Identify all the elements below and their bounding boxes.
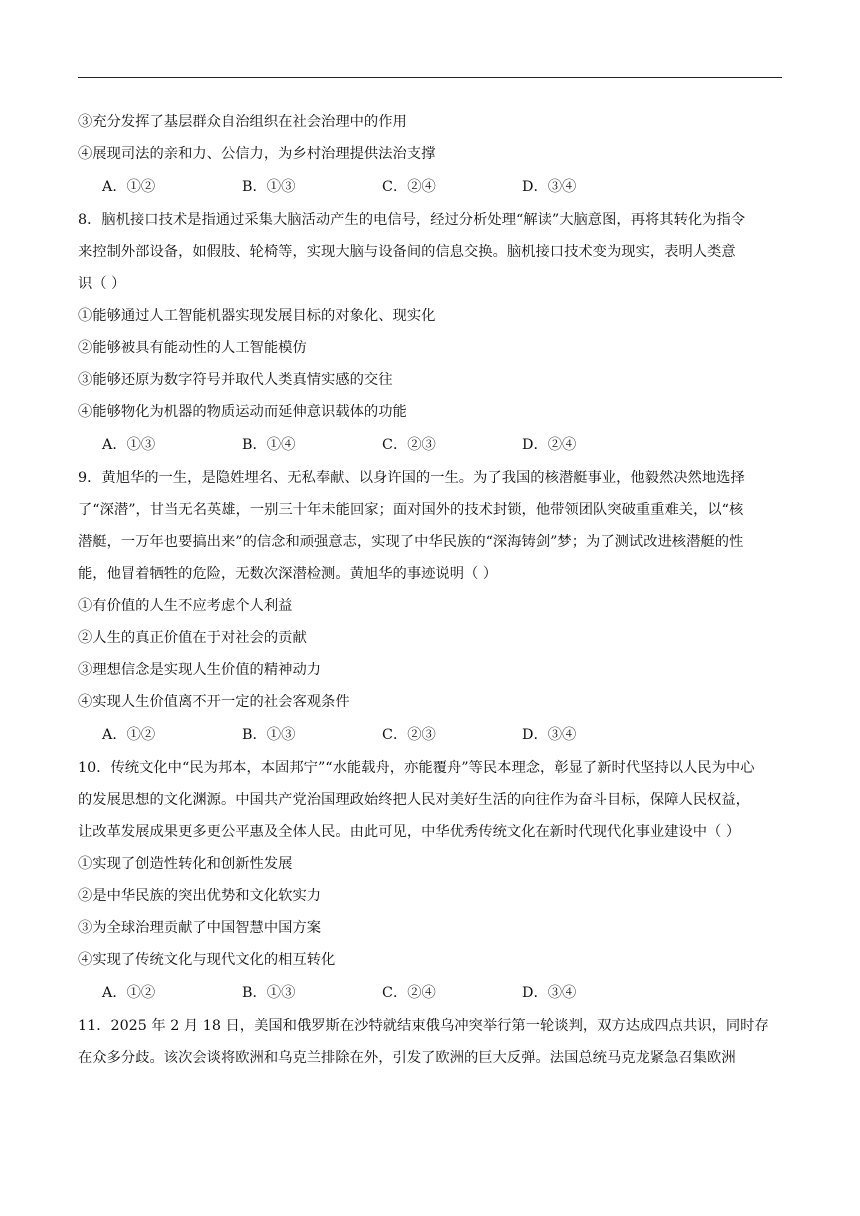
question-text-line: ①能够通过人工智能机器实现发展目标的对象化、现实化: [78, 308, 436, 324]
question-text-line: ②人生的真正价值在于对社会的贡献: [78, 630, 307, 646]
answer-option: D．③④: [522, 727, 577, 743]
answer-option: D．③④: [522, 985, 577, 1001]
question-text-line: ③能够还原为数字符号并取代人类真情实感的交往: [78, 372, 393, 388]
question-text-line: 8．脑机接口技术是指通过采集大脑活动产生的电信号，经过分析处理“解读”大脑意图，再将其转化为指令: [78, 212, 746, 228]
question-text-line: 的发展思想的文化渊源。中国共产党治国理政始终把人民对美好生活的向往作为奋斗目标，保障人民权益，: [78, 792, 750, 808]
answer-option: B．①③: [242, 727, 296, 743]
question-text-line: 10．传统文化中“民为邦本，本固邦宁”“水能载舟，亦能覆舟”等民本理念，彰显了新时代坚持以人民为中心: [78, 760, 755, 776]
answer-option: C．②③: [382, 437, 436, 453]
question-text-line: 识（ ）: [78, 276, 126, 292]
question-text-line: ③为全球治理贡献了中国智慧中国方案: [78, 920, 322, 936]
question-block: [78, 1010, 784, 1074]
question-block: [78, 204, 784, 462]
answer-option: C．②③: [382, 727, 436, 743]
question-text-line: ①有价值的人生不应考虑个人利益: [78, 598, 293, 614]
question-text-line: 在众多分歧。该次会谈将欧洲和乌克兰排除在外，引发了欧洲的巨大反弹。法国总统马克龙紧急召集欧洲: [78, 1050, 736, 1066]
answer-option: A．①②: [102, 985, 156, 1001]
question-text-line: 让改革发展成果更多更公平惠及全体人民。由此可见，中华优秀传统文化在新时代现代化事业建设中（ ）: [78, 824, 741, 840]
answer-option: B．①④: [242, 437, 296, 453]
answer-option: A．①③: [102, 437, 156, 453]
question-block: [78, 752, 784, 1010]
question-text-line: 来控制外部设备，如假肢、轮椅等，实现大脑与设备间的信息交换。脑机接口技术变为现实，表明人类意: [78, 244, 736, 260]
answer-option: B．①③: [242, 985, 296, 1001]
header-rule: [78, 77, 782, 78]
answer-options: [78, 976, 784, 1010]
question-block: [78, 106, 784, 204]
question-text-line: 9．黄旭华的一生，是隐姓埋名、无私奉献、以身许国的一生。为了我国的核潜艇事业，他毅然决然地选择: [78, 470, 745, 486]
answer-option: D．②④: [522, 437, 577, 453]
question-text-line: 了“深潜”，甘当无名英雄，一别三十年未能回家；面对国外的技术封锁，他带领团队突破重重难关，以“核: [78, 502, 744, 518]
answer-options: [78, 170, 784, 204]
question-text-line: ③理想信念是实现人生价值的精神动力: [78, 662, 322, 678]
answer-options: [78, 718, 784, 752]
question-text-line: ④展现司法的亲和力、公信力，为乡村治理提供法治支撑: [78, 146, 436, 162]
question-text-line: ④实现了传统文化与现代文化的相互转化: [78, 952, 336, 968]
question-text-line: ③充分发挥了基层群众自治组织在社会治理中的作用: [78, 114, 407, 130]
question-text-line: ④实现人生价值离不开一定的社会客观条件: [78, 694, 350, 710]
answer-options: [78, 428, 784, 462]
answer-option: A．①②: [102, 727, 156, 743]
question-text-line: 能，他冒着牺牲的危险，无数次深潜检测。黄旭华的事迹说明（ ）: [78, 566, 498, 582]
question-text-line: ②能够被具有能动性的人工智能模仿: [78, 340, 307, 356]
answer-option: C．②④: [382, 179, 436, 195]
question-text-line: 潜艇，一万年也要搞出来”的信念和顽强意志，实现了中华民族的“深海铸剑”梦；为了测试改进核潜艇的性: [78, 534, 744, 550]
answer-option: A．①②: [102, 179, 156, 195]
answer-option: D．③④: [522, 179, 577, 195]
question-block: [78, 462, 784, 752]
question-text-line: 11．2025 年 2 月 18 日，美国和俄罗斯在沙特就结束俄乌冲突举行第一轮谈判，双方达成四点共识，同时存: [78, 1018, 769, 1034]
question-text-line: ②是中华民族的突出优势和文化软实力: [78, 888, 322, 904]
question-text-line: ①实现了创造性转化和创新性发展: [78, 856, 293, 872]
document-body: [78, 106, 784, 1074]
question-text-line: ④能够物化为机器的物质运动而延伸意识载体的功能: [78, 404, 407, 420]
answer-option: B．①③: [242, 179, 296, 195]
answer-option: C．②④: [382, 985, 436, 1001]
